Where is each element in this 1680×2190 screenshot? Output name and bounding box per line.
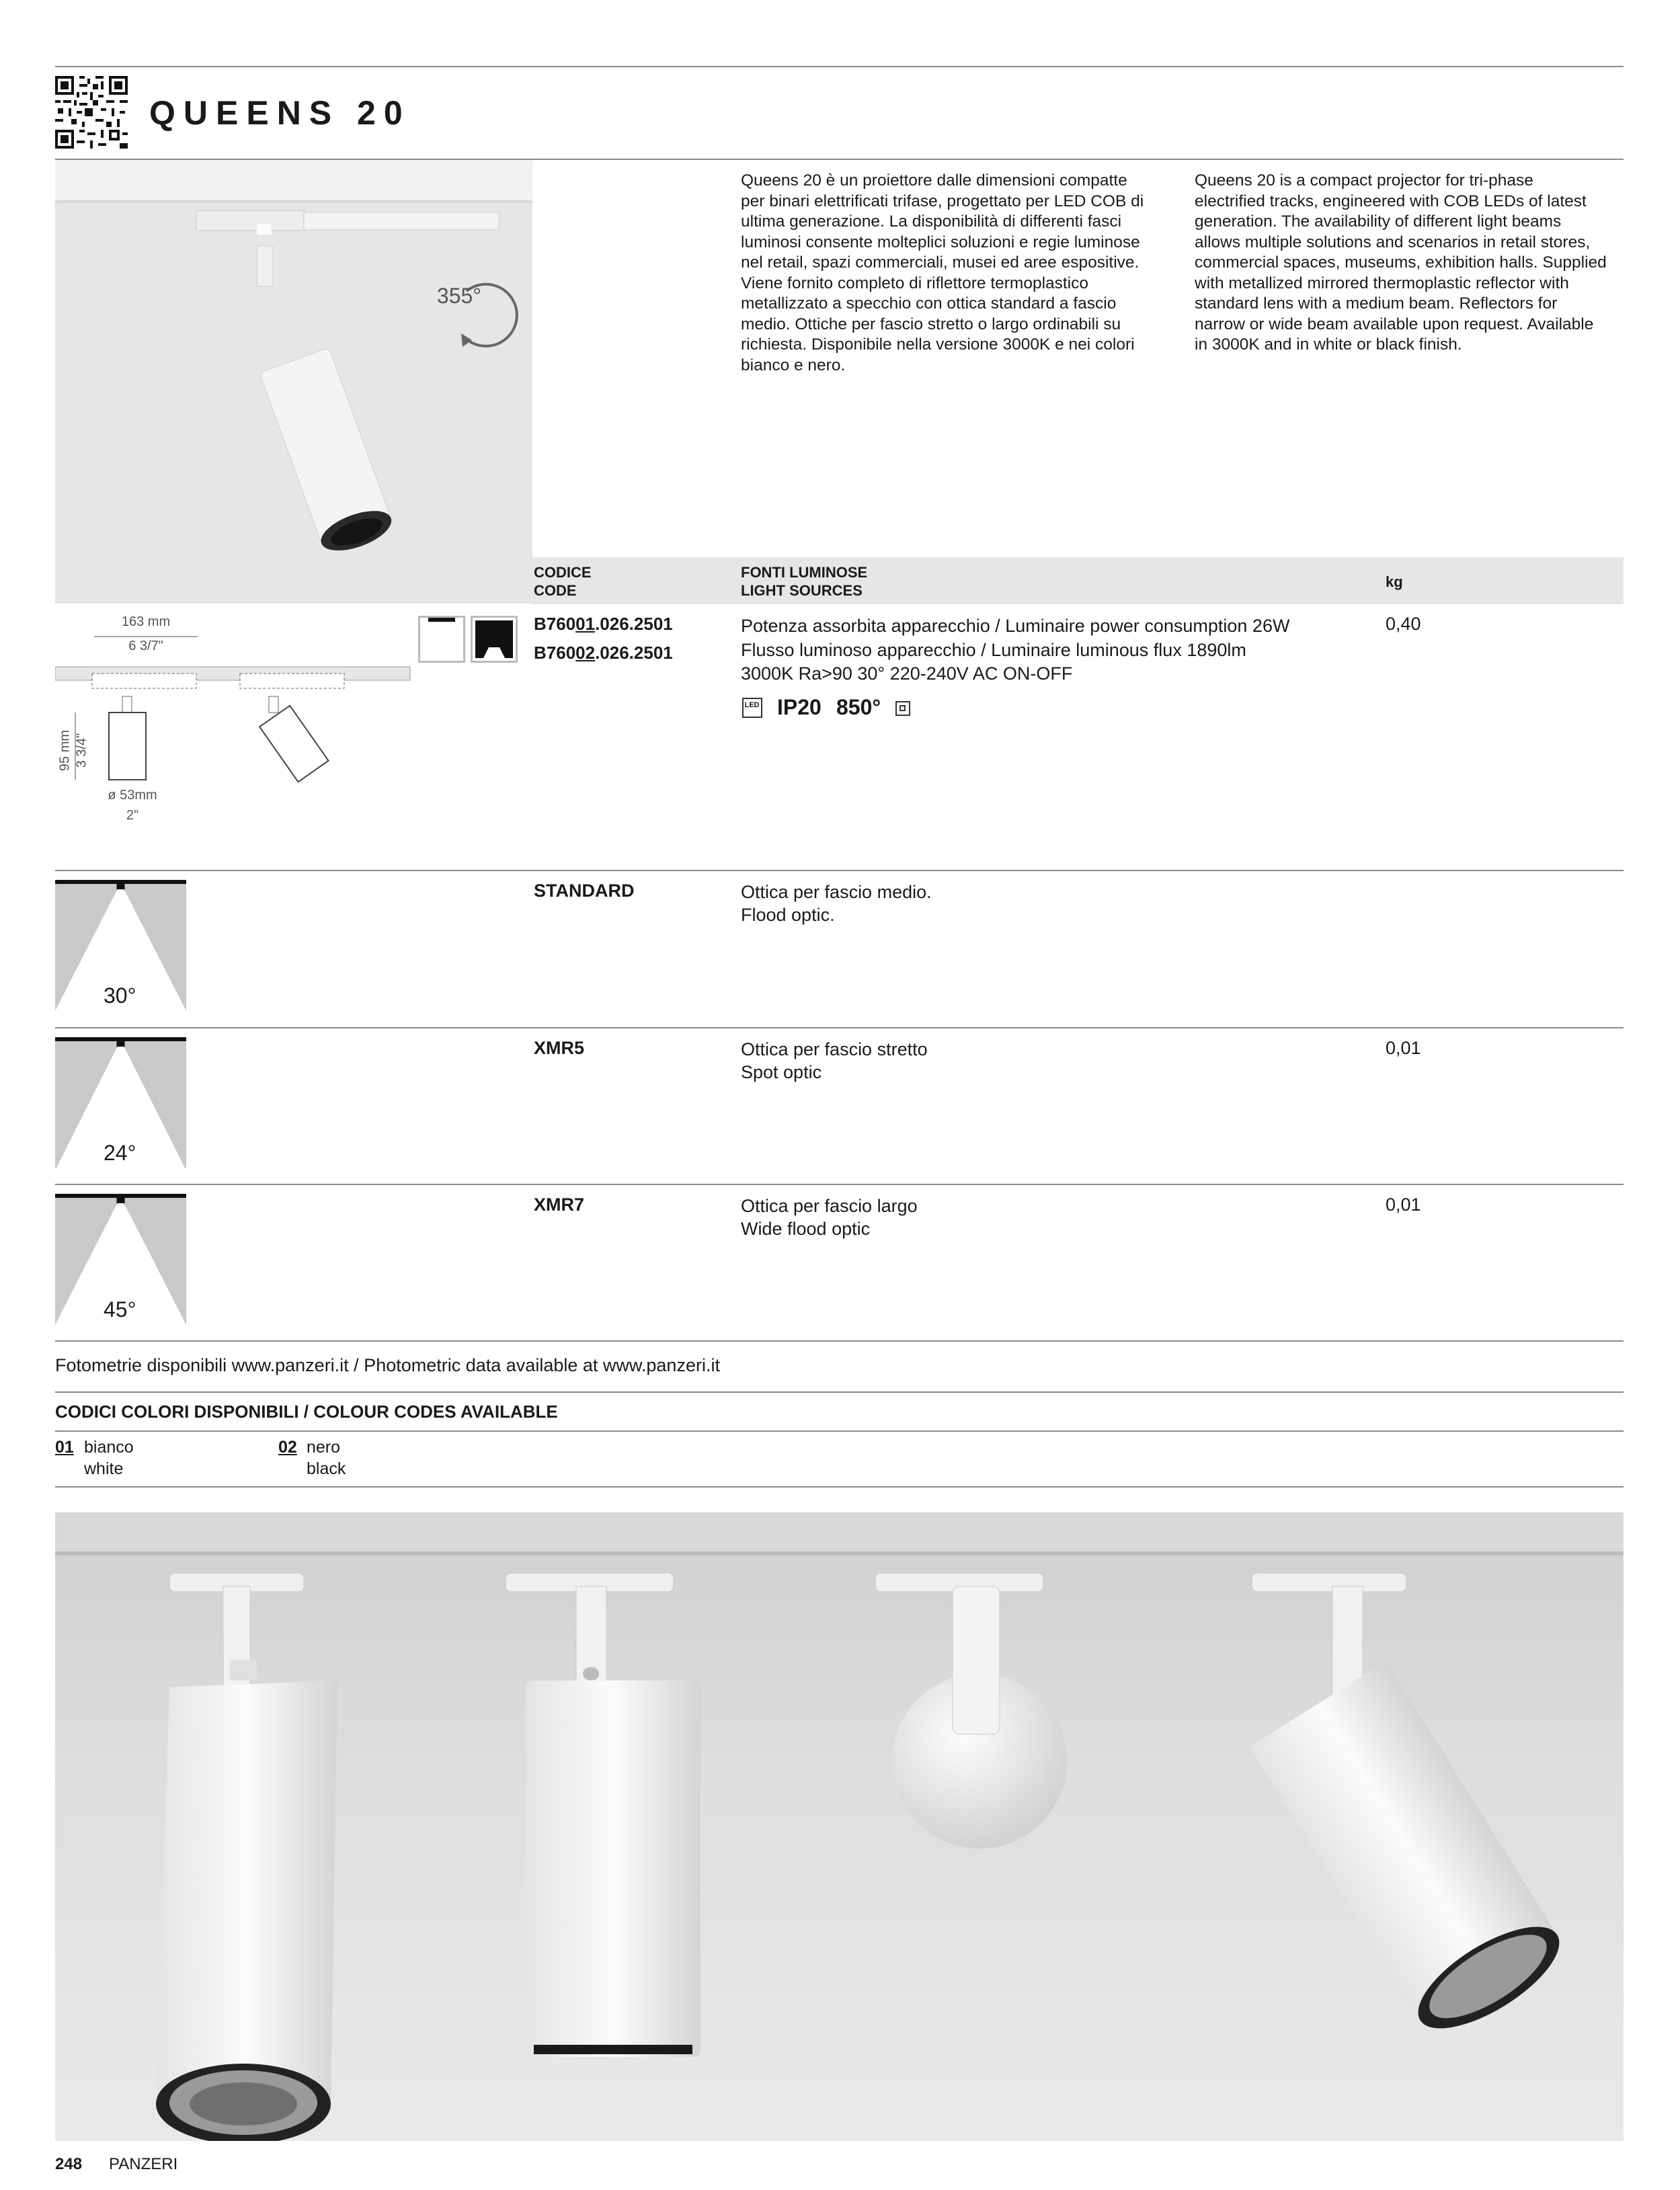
dim-width-in: 6 3/7" bbox=[128, 639, 163, 653]
product-weight: 0,40 bbox=[1386, 614, 1421, 634]
optic-weight-xmr5: 0,01 bbox=[1386, 1038, 1421, 1058]
product-code-1-color: 01 bbox=[575, 614, 596, 634]
hero-panel bbox=[55, 160, 532, 604]
colours-bottom-rule bbox=[55, 1486, 1624, 1488]
beam-angle-label: 45° bbox=[104, 1297, 136, 1322]
beam-diagram-xmr7 bbox=[55, 1194, 186, 1325]
spec-line-1: Potenza assorbita apparecchio / Luminaire power consumption 26W bbox=[741, 616, 1290, 636]
class-two-icon bbox=[895, 701, 910, 716]
optic-code-xmr7: XMR7 bbox=[534, 1194, 585, 1215]
colour-name-it-02: nero bbox=[307, 1438, 341, 1457]
dim-width-mm: 163 mm bbox=[121, 614, 171, 629]
spec-line-2: Flusso luminoso apparecchio / Luminaire luminous flux 1890lm bbox=[741, 640, 1246, 660]
optics-rule-4 bbox=[55, 1340, 1624, 1342]
table-header-code: CODICE CODE bbox=[534, 564, 592, 599]
description-english: Queens 20 is a compact projector for tri-phase electrified tracks, engineered with COB LEDs of latest generation. The availability of different light beams allows multiple solutions and scenarios in retail stores, commercial spaces, museums, exhibition halls. Supplied with metallized mirrored thermoplastic reflector with standard lens with a medium beam. Reflectors for narrow or wide beam available upon request. Available in 3000K and in white or black finish. bbox=[1195, 171, 1607, 354]
colour-name-en-02: black bbox=[307, 1459, 346, 1478]
table-header-sources: FONTI LUMINOSE LIGHT SOURCES bbox=[741, 564, 868, 599]
temperature-rating: 850° bbox=[836, 695, 881, 719]
product-code-1-prefix: B760 bbox=[534, 614, 576, 634]
page-number: 248 bbox=[55, 2155, 83, 2173]
dim-height-mm: 95 mm bbox=[57, 729, 73, 772]
product-code-2-color: 02 bbox=[575, 643, 596, 663]
optic-desc-en-standard: Flood optic. bbox=[741, 905, 835, 925]
table-header-weight: kg bbox=[1386, 573, 1403, 590]
optic-desc-en-xmr7: Wide flood optic bbox=[741, 1219, 871, 1239]
beam-diagram-xmr5 bbox=[55, 1037, 186, 1168]
optic-code-standard: STANDARD bbox=[534, 881, 635, 901]
description-italian: Queens 20 è un proiettore dalle dimensioni compatte per binari elettrificati trifase, progettato per LED COB di ultima generazione. La disponibilità di differenti fasci luminosi consente molteplici soluzioni e regie luminose nel retail, spazi commerciali, musei ed aree espositive. Viene fornito completo di riflettore termoplastico metallizzato a specchio con ottica standard a fascio medio. Ottiche per fascio stretto o largo ordinabili su richiesta. Disponibile nella versione 3000K e nei colori bianco e nero. bbox=[741, 171, 1144, 374]
optic-desc-en-xmr5: Spot optic bbox=[741, 1062, 822, 1082]
table-header bbox=[532, 557, 1624, 604]
optic-desc-it-standard: Ottica per fascio medio. bbox=[741, 882, 932, 902]
colours-mid-rule bbox=[55, 1430, 1624, 1432]
optics-rule-1 bbox=[55, 870, 1624, 871]
qr-code-graphic bbox=[55, 76, 128, 149]
dim-height-in: 3 3/4" bbox=[74, 733, 89, 768]
optic-weight-xmr7: 0,01 bbox=[1386, 1194, 1421, 1215]
product-code-1-suffix: .026.2501 bbox=[595, 614, 673, 634]
qr-code bbox=[55, 76, 128, 149]
beam-angle-label: 24° bbox=[104, 1141, 136, 1165]
swatch-black-icon bbox=[471, 616, 518, 663]
colour-code-02: 02 bbox=[278, 1438, 297, 1457]
photometric-note: Fotometrie disponibili www.panzeri.it / Photometric data available at www.panzeri.it bbox=[55, 1355, 720, 1375]
dim-diameter-in: 2" bbox=[126, 808, 139, 823]
brand-name: PANZERI bbox=[109, 2155, 178, 2173]
dim-diameter-mm: ø 53mm bbox=[108, 788, 157, 803]
track-spotlights-illustration bbox=[55, 1512, 1624, 2141]
product-code-1 bbox=[534, 614, 673, 635]
colour-name-it-01: bianco bbox=[84, 1438, 134, 1457]
swatch-white-icon bbox=[418, 616, 465, 663]
optics-rule-3 bbox=[55, 1184, 1624, 1185]
swatch-black-shape bbox=[473, 618, 516, 661]
dimension-drawing bbox=[55, 612, 418, 840]
ip-rating: IP20 bbox=[777, 695, 822, 719]
rotation-label: 355° bbox=[436, 284, 482, 308]
optic-desc-it-xmr7: Ottica per fascio largo bbox=[741, 1196, 918, 1216]
product-photo bbox=[55, 1512, 1624, 2141]
beam-diagram-standard bbox=[55, 880, 186, 1011]
led-icon-label: LED bbox=[744, 701, 760, 709]
product-code-2-suffix: .026.2501 bbox=[595, 643, 673, 663]
hero-product-illustration bbox=[55, 160, 532, 604]
led-icon bbox=[742, 698, 762, 718]
product-code-2 bbox=[534, 643, 673, 663]
optic-desc-it-xmr5: Ottica per fascio stretto bbox=[741, 1039, 928, 1059]
colours-heading: CODICI COLORI DISPONIBILI / COLOUR CODES AVAILABLE bbox=[55, 1402, 558, 1422]
page-title: QUEENS 20 bbox=[149, 94, 411, 132]
colours-top-rule bbox=[55, 1391, 1624, 1393]
optics-rule-2 bbox=[55, 1027, 1624, 1028]
product-code-2-prefix: B760 bbox=[534, 643, 576, 663]
optic-code-xmr5: XMR5 bbox=[534, 1038, 585, 1058]
colour-name-en-01: white bbox=[84, 1459, 124, 1478]
top-rule bbox=[55, 66, 1624, 67]
beam-angle-label: 30° bbox=[104, 983, 136, 1008]
spec-line-3: 3000K Ra>90 30° 220-240V AC ON-OFF bbox=[741, 663, 1073, 684]
colour-code-01: 01 bbox=[55, 1438, 74, 1457]
